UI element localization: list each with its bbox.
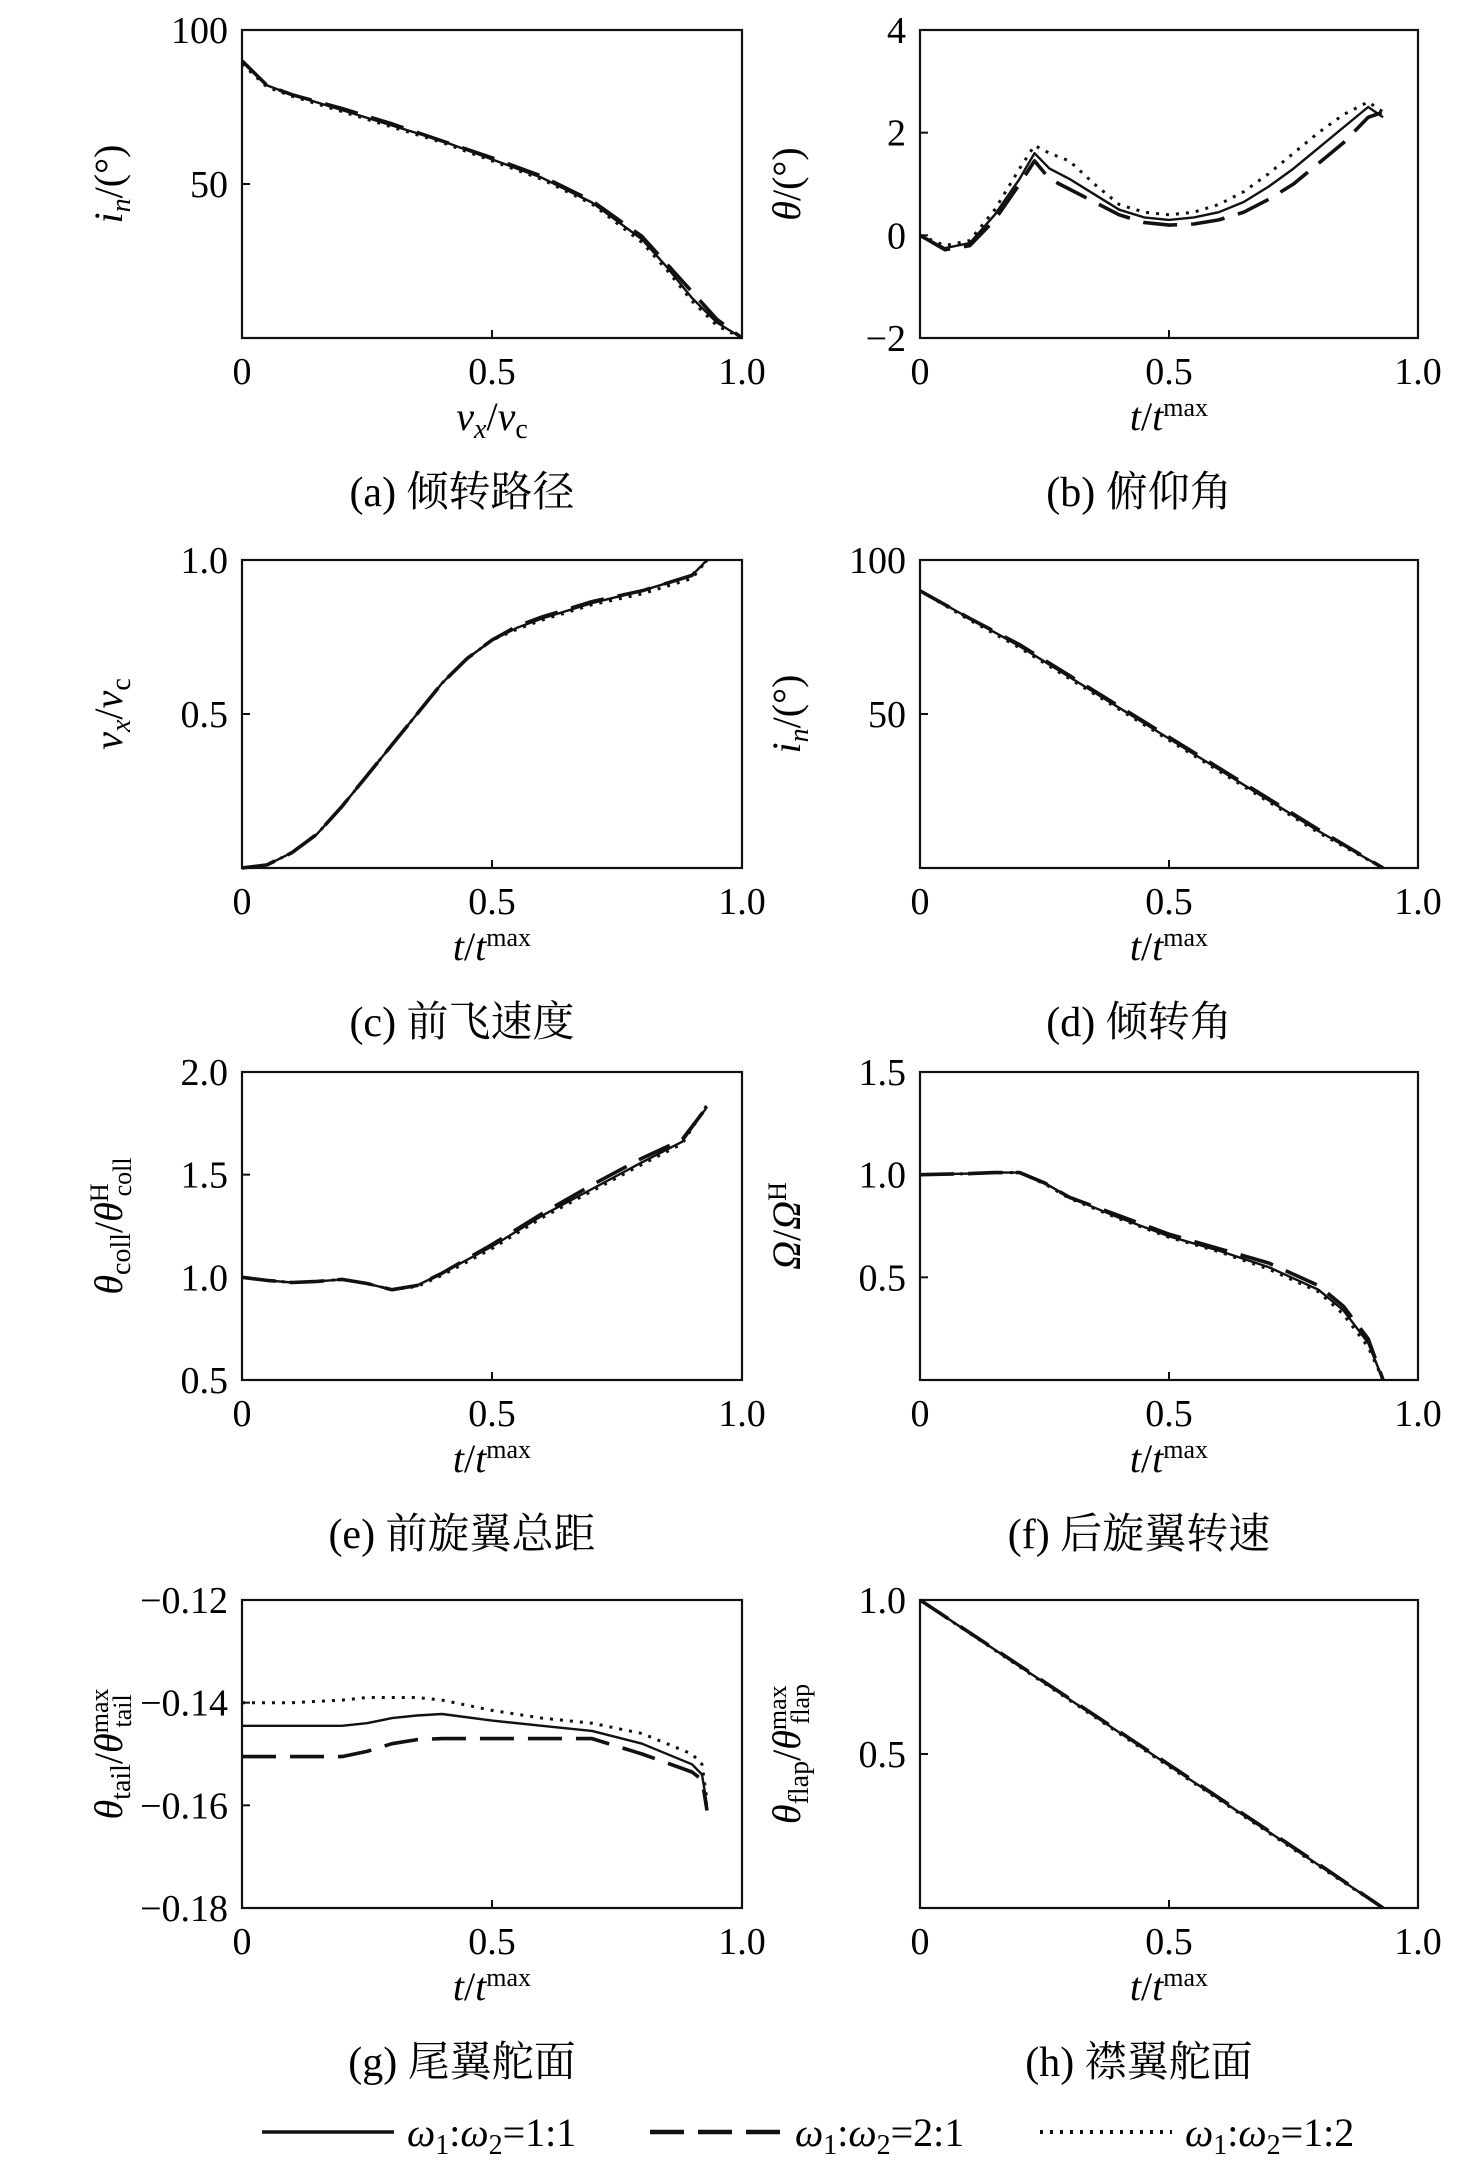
x-axis-label-a: vx/vc <box>456 394 528 445</box>
y-axis-label-g: θtail/θmaxtail <box>84 1688 138 1820</box>
y-tick-label-g: −0.14 <box>140 1682 228 1725</box>
caption-a: (a) 倾转路径 <box>349 470 575 516</box>
y-tick-label-h: 1.0 <box>858 1580 906 1622</box>
panel-a <box>86 10 766 516</box>
x-tick-label-g: 0 <box>232 1921 252 1963</box>
y-tick-label-d: 100 <box>849 540 906 582</box>
y-tick-label-c: 1.0 <box>180 540 228 582</box>
panel-d <box>764 540 1442 1046</box>
legend-label-2: ω1:ω2=2:1 <box>795 2110 965 2161</box>
y-tick-label-a: 50 <box>190 164 228 206</box>
series-line-g-2 <box>242 1739 707 1811</box>
x-axis-label-g: t/tmax <box>452 1962 532 2009</box>
y-axis-label-c: vx/vc <box>86 678 137 750</box>
y-axis-label-e: θcoll/θHcoll <box>84 1157 138 1295</box>
x-tick-label-g: 1.0 <box>718 1921 766 1963</box>
series-line-c-3 <box>242 560 707 868</box>
x-axis-label-f: t/tmax <box>1129 1434 1209 1481</box>
series-line-e-3 <box>242 1105 707 1290</box>
x-tick-label-c: 0 <box>232 881 252 923</box>
y-axis-label-d: in/(°) <box>764 674 815 754</box>
x-tick-label-f: 0 <box>910 1393 930 1435</box>
y-tick-label-g: −0.12 <box>140 1580 228 1622</box>
y-tick-label-b: 2 <box>887 112 906 155</box>
panel-g <box>85 1580 766 2086</box>
x-tick-label-f: 0.5 <box>1145 1393 1193 1435</box>
x-axis-label-e: t/tmax <box>452 1434 532 1481</box>
legend-label-1: ω1:ω2=1:1 <box>407 2110 577 2161</box>
series-line-a-3 <box>242 64 742 338</box>
plot-frame-c <box>242 560 742 868</box>
x-tick-label-g: 0.5 <box>468 1921 516 1963</box>
series-line-b-2 <box>920 112 1383 250</box>
x-tick-label-d: 0.5 <box>1145 881 1193 923</box>
x-axis-label-c: t/tmax <box>452 922 532 969</box>
legend-label-3: ω1:ω2=1:2 <box>1185 2110 1355 2161</box>
y-tick-label-g: −0.16 <box>140 1785 228 1828</box>
plot-frame-e <box>242 1072 742 1380</box>
plot-frame-h <box>920 1600 1418 1908</box>
x-tick-label-b: 0.5 <box>1145 351 1193 393</box>
series-line-e-2 <box>242 1107 707 1290</box>
y-tick-label-b: 0 <box>887 215 906 258</box>
y-tick-label-e: 0.5 <box>180 1360 228 1402</box>
series-line-c-2 <box>242 560 707 868</box>
x-axis-label-d: t/tmax <box>1129 922 1209 969</box>
caption-h: (h) 襟翼舵面 <box>1025 2040 1253 2086</box>
y-tick-label-a: 100 <box>171 10 228 52</box>
x-tick-label-d: 0 <box>910 881 930 923</box>
panel-e <box>85 1052 766 1558</box>
x-tick-label-e: 0.5 <box>468 1393 516 1435</box>
y-tick-label-e: 2.0 <box>180 1052 228 1094</box>
x-tick-label-h: 0 <box>910 1921 930 1963</box>
caption-d: (d) 倾转角 <box>1046 1000 1232 1046</box>
y-axis-label-f: Ω/ΩH <box>762 1182 809 1270</box>
x-tick-label-b: 0 <box>910 351 930 393</box>
y-tick-label-d: 50 <box>868 694 906 736</box>
plot-frame-a <box>242 30 742 338</box>
x-tick-label-h: 1.0 <box>1394 1921 1442 1963</box>
caption-g: (g) 尾翼舵面 <box>348 2040 576 2086</box>
y-tick-label-b: 4 <box>887 10 906 52</box>
x-tick-label-e: 0 <box>232 1393 252 1435</box>
caption-c: (c) 前飞速度 <box>349 1000 575 1046</box>
x-tick-label-c: 0.5 <box>468 881 516 923</box>
x-tick-label-b: 1.0 <box>1394 351 1442 393</box>
plot-frame-d <box>920 560 1418 868</box>
plot-frame-f <box>920 1072 1418 1380</box>
legend <box>262 2110 1354 2161</box>
x-axis-label-b: t/tmax <box>1129 392 1209 439</box>
x-tick-label-d: 1.0 <box>1394 881 1442 923</box>
panel-c <box>86 540 766 1046</box>
y-tick-label-c: 0.5 <box>180 694 228 736</box>
series-line-a-1 <box>242 61 742 338</box>
series-line-c-1 <box>242 560 707 868</box>
x-axis-label-h: t/tmax <box>1129 1962 1209 2009</box>
caption-e: (e) 前旋翼总距 <box>328 1512 596 1558</box>
x-tick-label-c: 1.0 <box>718 881 766 923</box>
y-tick-label-e: 1.5 <box>180 1154 228 1197</box>
y-tick-label-b: −2 <box>865 318 906 360</box>
y-tick-label-f: 1.0 <box>858 1154 906 1197</box>
panel-f <box>763 1052 1442 1558</box>
y-tick-label-f: 0.5 <box>858 1257 906 1300</box>
x-tick-label-f: 1.0 <box>1394 1393 1442 1435</box>
series-line-f-1 <box>920 1173 1383 1380</box>
y-axis-label-a: in/(°) <box>86 144 137 224</box>
x-tick-label-a: 0 <box>232 351 252 393</box>
panel-h <box>763 1580 1442 2086</box>
series-line-g-1 <box>242 1714 707 1805</box>
x-tick-label-a: 0.5 <box>468 351 516 393</box>
y-tick-label-h: 0.5 <box>858 1734 906 1776</box>
panel-b <box>764 10 1442 516</box>
caption-f: (f) 后旋翼转速 <box>1007 1512 1271 1558</box>
caption-b: (b) 俯仰角 <box>1046 470 1232 516</box>
y-axis-label-h: θflap/θmaxflap <box>762 1683 816 1825</box>
y-axis-label-b: θ/(°) <box>764 147 809 221</box>
series-line-e-1 <box>242 1107 707 1290</box>
x-tick-label-a: 1.0 <box>718 351 766 393</box>
y-tick-label-g: −0.18 <box>140 1888 228 1930</box>
x-tick-label-h: 0.5 <box>1145 1921 1193 1963</box>
series-line-f-2 <box>920 1173 1383 1380</box>
plot-frame-b <box>920 30 1418 338</box>
x-tick-label-e: 1.0 <box>718 1393 766 1435</box>
y-tick-label-f: 1.5 <box>858 1052 906 1094</box>
series-line-g-3 <box>242 1698 707 1801</box>
y-tick-label-e: 1.0 <box>180 1257 228 1300</box>
series-line-f-3 <box>920 1173 1383 1380</box>
